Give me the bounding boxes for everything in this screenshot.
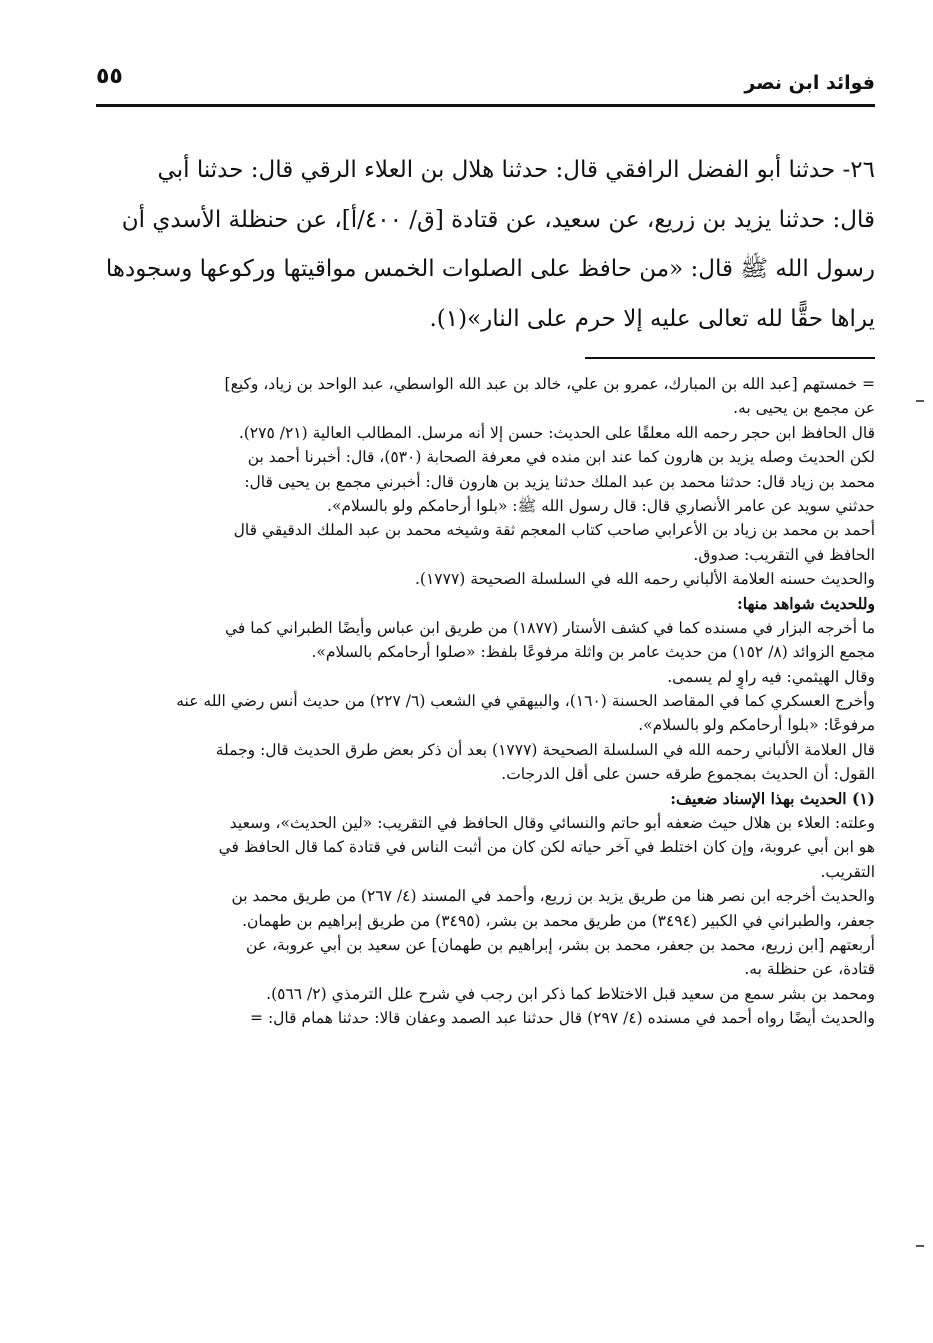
footnote-line: الحافظ في التقريب: صدوق. bbox=[693, 545, 875, 564]
footnote-line: قال الحافظ ابن حجر رحمه الله معلقًا على الحديث: حسن إلا أنه مرسل. المطالب العالية (٢١/ ٢٧٥). bbox=[238, 423, 875, 442]
footnote-line: ما أخرجه البزار في مسنده كما في كشف الأستار (١٨٧٧) من طريق ابن عباس وأيضًا الطبراني كما في bbox=[224, 618, 875, 637]
footnote-line: لكن الحديث وصله يزيد بن هارون كما عند ابن منده في معرفة الصحابة (٥٣٠)، قال: أخبرنا أحمد بن bbox=[247, 448, 875, 467]
footnote-line: وأخرج العسكري كما في المقاصد الحسنة (١٦٠)، والبيهقي في الشعب (٦/ ٢٢٧) من حديث أنس رضي الله عنه bbox=[176, 692, 875, 711]
footnote-line: وعلته: العلاء بن هلال حيث ضعفه أبو حاتم والنسائي وقال الحافظ في التقريب: «لين الحديث»، وسعيد bbox=[229, 814, 875, 833]
hadith-line: رسول الله ﷺ قال: «من حافظ على الصلوات الخمس مواقيتها وركوعها وسجودها bbox=[105, 256, 875, 282]
footnote-line: والحديث حسنه العلامة الألباني رحمه الله في السلسلة الصحيحة (١٧٧٧). bbox=[414, 570, 875, 589]
footnote-line: مجمع الزوائد (٨/ ١٥٢) من حديث عامر بن واثلة مرفوعًا بلفظ: «صلوا أرحامكم بالسلام». bbox=[311, 643, 875, 662]
footnote-line: والحديث أخرجه ابن نصر هنا من طريق يزيد بن زريع، وأحمد في المسند (٤/ ٢٦٧) من طريق محمد بن bbox=[231, 887, 875, 906]
hadith-text bbox=[93, 146, 875, 344]
margin-mark bbox=[916, 1245, 924, 1247]
footnote-line: قال العلامة الألباني رحمه الله في السلسلة الصحيحة (١٧٧٧) بعد أن ذكر بعض طرق الحديث قال: وجملة bbox=[215, 740, 875, 759]
footnote-line: مرفوعًا: «بلوا أرحامكم ولو بالسلام». bbox=[638, 716, 875, 735]
hadith-line: ٢٦- حدثنا أبو الفضل الرافقي قال: حدثنا هلال بن العلاء الرقي قال: حدثنا أبي bbox=[157, 157, 875, 183]
page-header bbox=[96, 62, 875, 100]
hadith-line: يراها حقًّا لله تعالى عليه إلا حرم على النار»(١). bbox=[429, 305, 875, 332]
book-title: فوائد ابن نصر bbox=[744, 72, 875, 94]
footnote-line: محمد بن زياد قال: حدثنا محمد بن عبد الملك حدثنا يزيد بن هارون قال: أخبرني مجمع بن يحيى قال: bbox=[244, 472, 875, 491]
footnote-line: جعفر، والطبراني في الكبير (٣٤٩٤) من طريق محمد بن بشر، (٣٤٩٥) من طريق إبراهيم بن طهمان. bbox=[242, 911, 875, 930]
footnote-line: حدثني سويد عن عامر الأنصاري قال: قال رسول الله ﷺ: «بلوا أرحامكم ولو بالسلام». bbox=[327, 496, 875, 515]
margin-mark bbox=[916, 400, 924, 402]
footnote-separator bbox=[585, 357, 875, 359]
footnote-line: وللحديث شواهد منها: bbox=[737, 593, 875, 613]
footnote-line: أحمد بن محمد بن زياد بن الأعرابي صاحب كتاب المعجم ثقة وشيخه محمد بن عبد الملك الدقيقي قال bbox=[233, 521, 875, 540]
footnote-line: التقريب. bbox=[820, 862, 875, 881]
footnote-line: والحديث أيضًا رواه أحمد في مسنده (٤/ ٢٩٧) قال حدثنا عبد الصمد وعفان قالا: حدثنا همام قال: = bbox=[250, 1009, 875, 1028]
footnote-line: عن مجمع بن يحيى به. bbox=[733, 399, 875, 418]
footnote-line: ومحمد بن بشر سمع من سعيد قبل الاختلاط كما ذكر ابن رجب في شرح علل الترمذي (٢/ ٥٦٦). bbox=[266, 984, 875, 1003]
footnote-line: وقال الهيثمي: فيه راوٍ لم يسمى. bbox=[667, 667, 875, 686]
footnote-line: = خمستهم [عبد الله بن المبارك، عمرو بن علي، خالد بن عبد الله الواسطي، عبد الواحد بن زياد، وكيع] bbox=[224, 375, 875, 393]
footnote-line: قتادة، عن حنظلة به. bbox=[744, 960, 875, 979]
header-rule bbox=[96, 104, 875, 107]
page-number: ٥٥ bbox=[96, 64, 123, 89]
footnotes bbox=[93, 372, 875, 1031]
footnote-line: (١) الحديث بهذا الإسناد ضعيف: bbox=[670, 788, 875, 808]
footnote-line: أربعتهم [ابن زريع، محمد بن جعفر، محمد بن بشر، إبراهيم بن طهمان] عن سعيد بن أبي عروبة، عن bbox=[246, 935, 875, 954]
footnote-line: هو ابن أبي عروبة، وإن كان اختلط في آخر حياته لكن كان من أثبت الناس في قتادة كما قال الحافظ في bbox=[218, 838, 875, 857]
hadith-line: قال: حدثنا يزيد بن زريع، عن سعيد، عن قتادة [ق/ ٤٠٠/أ]، عن حنظلة الأسدي أن bbox=[121, 206, 875, 233]
footnote-line: القول: أن الحديث بمجموع طرقه حسن على أقل الدرجات. bbox=[501, 765, 875, 784]
